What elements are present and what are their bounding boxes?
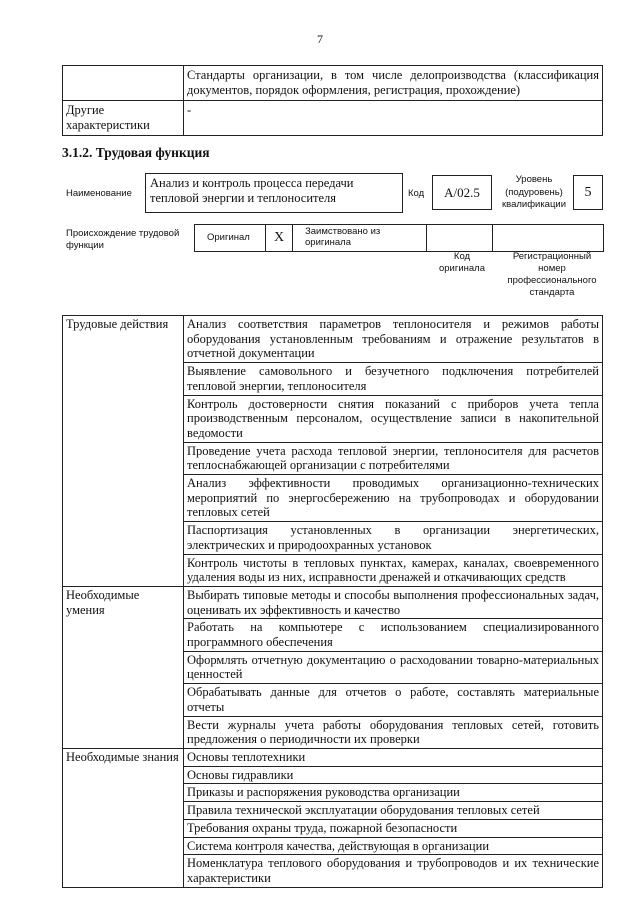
list-item: Основы гидравлики [184, 766, 603, 784]
table-row [63, 586, 603, 618]
list-item: Контроль достоверности снятия показаний с приборов учета тепла производственным персоналом, осуществление записи в накопительной ведомости [184, 395, 603, 442]
original-mark: X [266, 225, 293, 252]
registration-number-cell [493, 225, 604, 252]
code-label: Код [408, 188, 425, 199]
table-row [63, 316, 603, 363]
list-item: Выявление самовольного и безучетного подключения потребителей тепловой энергии, теплоносителя [184, 363, 603, 395]
list-item: Система контроля качества, действующая в организации [184, 837, 603, 855]
function-name: Анализ и контроль процесса передачи тепловой энергии и теплоносителя [145, 173, 403, 213]
list-item: Выбирать типовые методы и способы выполнения профессиональных задач, оценивать их эффективность и качество [184, 586, 603, 618]
origin-label: Происхождение трудовой функции [66, 228, 180, 251]
list-item: Правила технической эксплуатации оборудования тепловых сетей [184, 802, 603, 820]
other-characteristics-label: Другие характеристики [63, 101, 184, 136]
list-item: Обрабатывать данные для отчетов о работе, составлять материальные отчеты [184, 684, 603, 716]
table-row [195, 225, 604, 252]
labor-function-table [62, 315, 603, 888]
level-label: Уровень (подуровень) квалификации [501, 174, 567, 210]
list-item: Анализ соответствия параметров теплоносителя и режимов работы оборудования установленным требованиям и отражение результатов в отчетной документации [184, 316, 603, 363]
registration-number-caption: Регистрационный номер профессионального стандарта [507, 251, 597, 298]
other-characteristics-value: - [184, 101, 603, 136]
table-row [63, 101, 603, 136]
list-item: Требования охраны труда, пожарной безопасности [184, 819, 603, 837]
original-code-caption: Код оригинала [438, 251, 485, 274]
list-item: Приказы и распоряжения руководства организации [184, 784, 603, 802]
top-continuation-table [62, 65, 603, 136]
qualification-level: 5 [573, 175, 603, 210]
required-knowledge-label: Необходимые знания [63, 748, 184, 887]
original-label: Оригинал [195, 225, 266, 252]
function-code: A/02.5 [432, 175, 492, 210]
name-label: Наименование [66, 188, 132, 199]
labor-actions-label: Трудовые действия [63, 316, 184, 587]
section-title: 3.1.2. Трудовая функция [62, 145, 210, 160]
continued-text: Стандарты организации, в том числе делопроизводства (классификация документов, порядок оформления, регистрация, прохождение) [184, 66, 603, 101]
origin-table [194, 224, 604, 252]
list-item: Оформлять отчетную документацию о расходовании товарно-материальных ценностей [184, 651, 603, 683]
original-code-cell [427, 225, 493, 252]
list-item: Контроль чистоты в тепловых пунктах, камерах, каналах, своевременного удаления воды из них, исправности дренажей и откачивающих средств [184, 554, 603, 586]
table-row [63, 66, 603, 101]
list-item: Вести журналы учета работы оборудования тепловых сетей, готовить предложения о периодичности их проверки [184, 716, 603, 748]
page-number: 7 [317, 32, 323, 46]
required-skills-label: Необходимые умения [63, 586, 184, 748]
list-item: Проведение учета расхода тепловой энергии, теплоносителя для расчетов теплоснабжающей организации с потребителями [184, 442, 603, 474]
list-item: Паспортизация установленных в организации энергетических, электрических и природоохранных установок [184, 522, 603, 554]
list-item: Номенклатура теплового оборудования и трубопроводов и их технические характеристики [184, 855, 603, 887]
list-item: Основы теплотехники [184, 748, 603, 766]
borrowed-label: Заимствовано из оригинала [293, 225, 427, 252]
list-item: Работать на компьютере с использованием специализированного программного обеспечения [184, 619, 603, 651]
list-item: Анализ эффективности проводимых организационно-технических мероприятий по энергосбережению на трубопроводах и оборудовании тепловых сетей [184, 475, 603, 522]
empty-cell [63, 66, 184, 101]
table-row [63, 748, 603, 766]
